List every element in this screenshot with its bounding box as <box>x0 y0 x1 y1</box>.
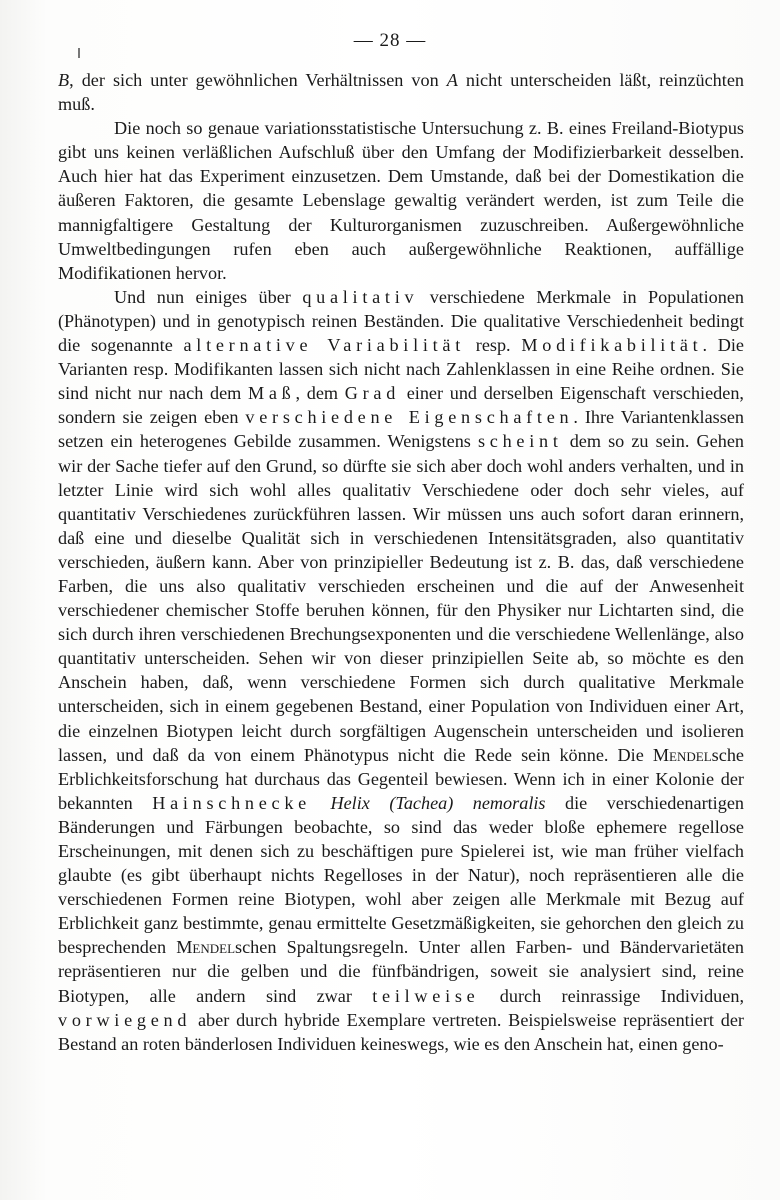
paragraph <box>58 68 744 116</box>
body-text <box>58 68 744 1056</box>
text-run: resp. <box>465 335 522 356</box>
spaced-emphasis: vorwiegend <box>58 1009 192 1030</box>
spaced-emphasis: Maß <box>247 383 296 404</box>
text-run: verschiedene Merkmale in Populationen (Phänotypen) und in genotypisch reinen Beständen. Die qualitative Verschiedenheit bedingt die sogenannte <box>58 286 744 356</box>
text-run: Und nun einiges über <box>114 286 303 307</box>
spaced-emphasis: scheint <box>477 431 563 452</box>
spaced-emphasis: qualitativ <box>302 286 419 307</box>
text-run: Die noch so genaue variationsstatistische Untersuchung z. B. eines Freiland-Biotypus gibt uns keinen verläßlichen Aufschluß über den Umfang der Modifizierbarkeit desselben. Auch hier hat das Experiment einzusetzen. Dem Umstande, daß bei der Domestikation die äußeren Faktoren, die gesamte Lebenslage gewaltig verändert werden, ist zum Teile die mannigfaltigere Gestaltung der Kulturorganismen zuzuschreiben. Außergewöhnliche Umweltbedingungen rufen eben auch außergewöhnliche Reaktionen, auffällige Modifikationen hervor. <box>58 118 744 283</box>
spaced-emphasis: teilweise <box>372 985 480 1006</box>
text-run: schen Spaltungsregeln. Unter allen Farben- und Bändervarietäten repräsentieren nur die gelben und die fünfbändrigen, soweit sie analysiert sind, reine Biotypen, alle andern sind zwar <box>58 937 744 1006</box>
text-run: die verschiedenartigen Bänderungen und Färbungen beobachte, so sind das weder bloße ephemere regellose Erscheinungen, mit denen sich zu beschäftigen pure Spielerei ist, wie man früher vielfach glaubte (es gibt überhaupt nichts Regelloses in der Natur), noch repräsentieren alle die verschiedenen Formen reine Biotypen, wohl aber zeigen alle Merkmale mit Bezug auf Erblichkeit ganz bestimmte, genau ermittelte Gesetzmäßigkeiten, sie gehorchen den gleich zu besprechenden <box>58 792 744 958</box>
italic-text: A <box>446 70 458 90</box>
text-run: . Die Varianten resp. Modifikanten lassen sich nicht nach Zahlenklassen in eine Reihe ordnen. Sie sind nicht nur nach dem <box>58 335 744 404</box>
small-caps-text: Mendel <box>652 744 712 765</box>
paragraph <box>58 285 744 1056</box>
text-run: nicht unterscheiden läßt, reinzüchten muß. <box>58 70 744 115</box>
text-run <box>311 793 330 813</box>
text-run: , dem <box>295 383 345 404</box>
text-run: , der sich unter gewöhnlichen Verhältnissen von <box>69 70 447 90</box>
spaced-emphasis: alternative Variabilität <box>183 335 466 356</box>
spaced-emphasis: Grad <box>344 383 401 404</box>
spaced-emphasis: Modifikabilität <box>521 335 703 356</box>
small-caps-text: Mendel <box>176 937 236 958</box>
italic-text: Helix (Tachea) nemoralis <box>330 792 546 813</box>
text-run: . Ihre Variantenklassen setzen ein heterogenes Gebilde zusammen. Wenigstens <box>58 407 744 452</box>
page-number: — 28 — <box>353 30 427 51</box>
spaced-emphasis: Hainschnecke <box>152 792 311 813</box>
text-run: sche Erblichkeitsforschung hat durchaus das Gegenteil bewiesen. Wenn ich in einer Kolonie der bekannten <box>58 744 744 813</box>
paragraph <box>58 116 744 285</box>
text-run: durch reinrassige Individuen, <box>479 985 744 1006</box>
italic-text: B <box>58 70 70 90</box>
spaced-emphasis: verschiedene Eigenschaften <box>245 407 574 428</box>
text-run: dem so zu sein. Gehen wir der Sache tiefer auf den Grund, so dürfte sie sich aber doch wohl anders verhalten, und in letzter Linie wird sich wohl alles qualitativ Verschiedene oder doch sehr vieles, auf quantitativ Verschiedenes zurückführen lassen. Wir müssen uns auch sofort daran erinnern, daß eine und dieselbe Qualität sich in verschiedenen Intensitätsgraden, also quantitativ verschieden, äußern kann. Aber von prinzipieller Bedeutung ist z. B. das, daß verschiedene Farben, die uns also qualitativ verschieden erscheinen und die auf der Anwesenheit verschiedener chemischer Stoffe beruhen können, für den Physiker nur Lichtarten sind, die sich durch ihren verschiedenen Brechungsexponenten und die verschiedene Wellenlänge, also quantitativ unterscheiden. Sehen wir von dieser prinzipiellen Seite ab, so möchte es den Anschein haben, daß, wenn verschiedene Formen sich durch qualitative Merkmale unterscheiden, sich in einem gegebenen Bestand, einer Population von Individuen einer Art, die einzelnen Biotypen leicht durch sorgfältigen Augenschein unterscheiden und isolieren lassen, und daß da von einem Phänotypus nicht die Rede sein könne. Die <box>58 431 744 765</box>
text-run: einer und derselben Eigenschaft verschieden, sondern sie zeigen eben <box>58 383 744 428</box>
text-run: aber durch hybride Exemplare vertreten. Beispielsweise repräsentiert der Bestand an roten bänderlosen Individuen keineswegs, wie es den Anschein hat, einen geno- <box>58 1009 744 1054</box>
